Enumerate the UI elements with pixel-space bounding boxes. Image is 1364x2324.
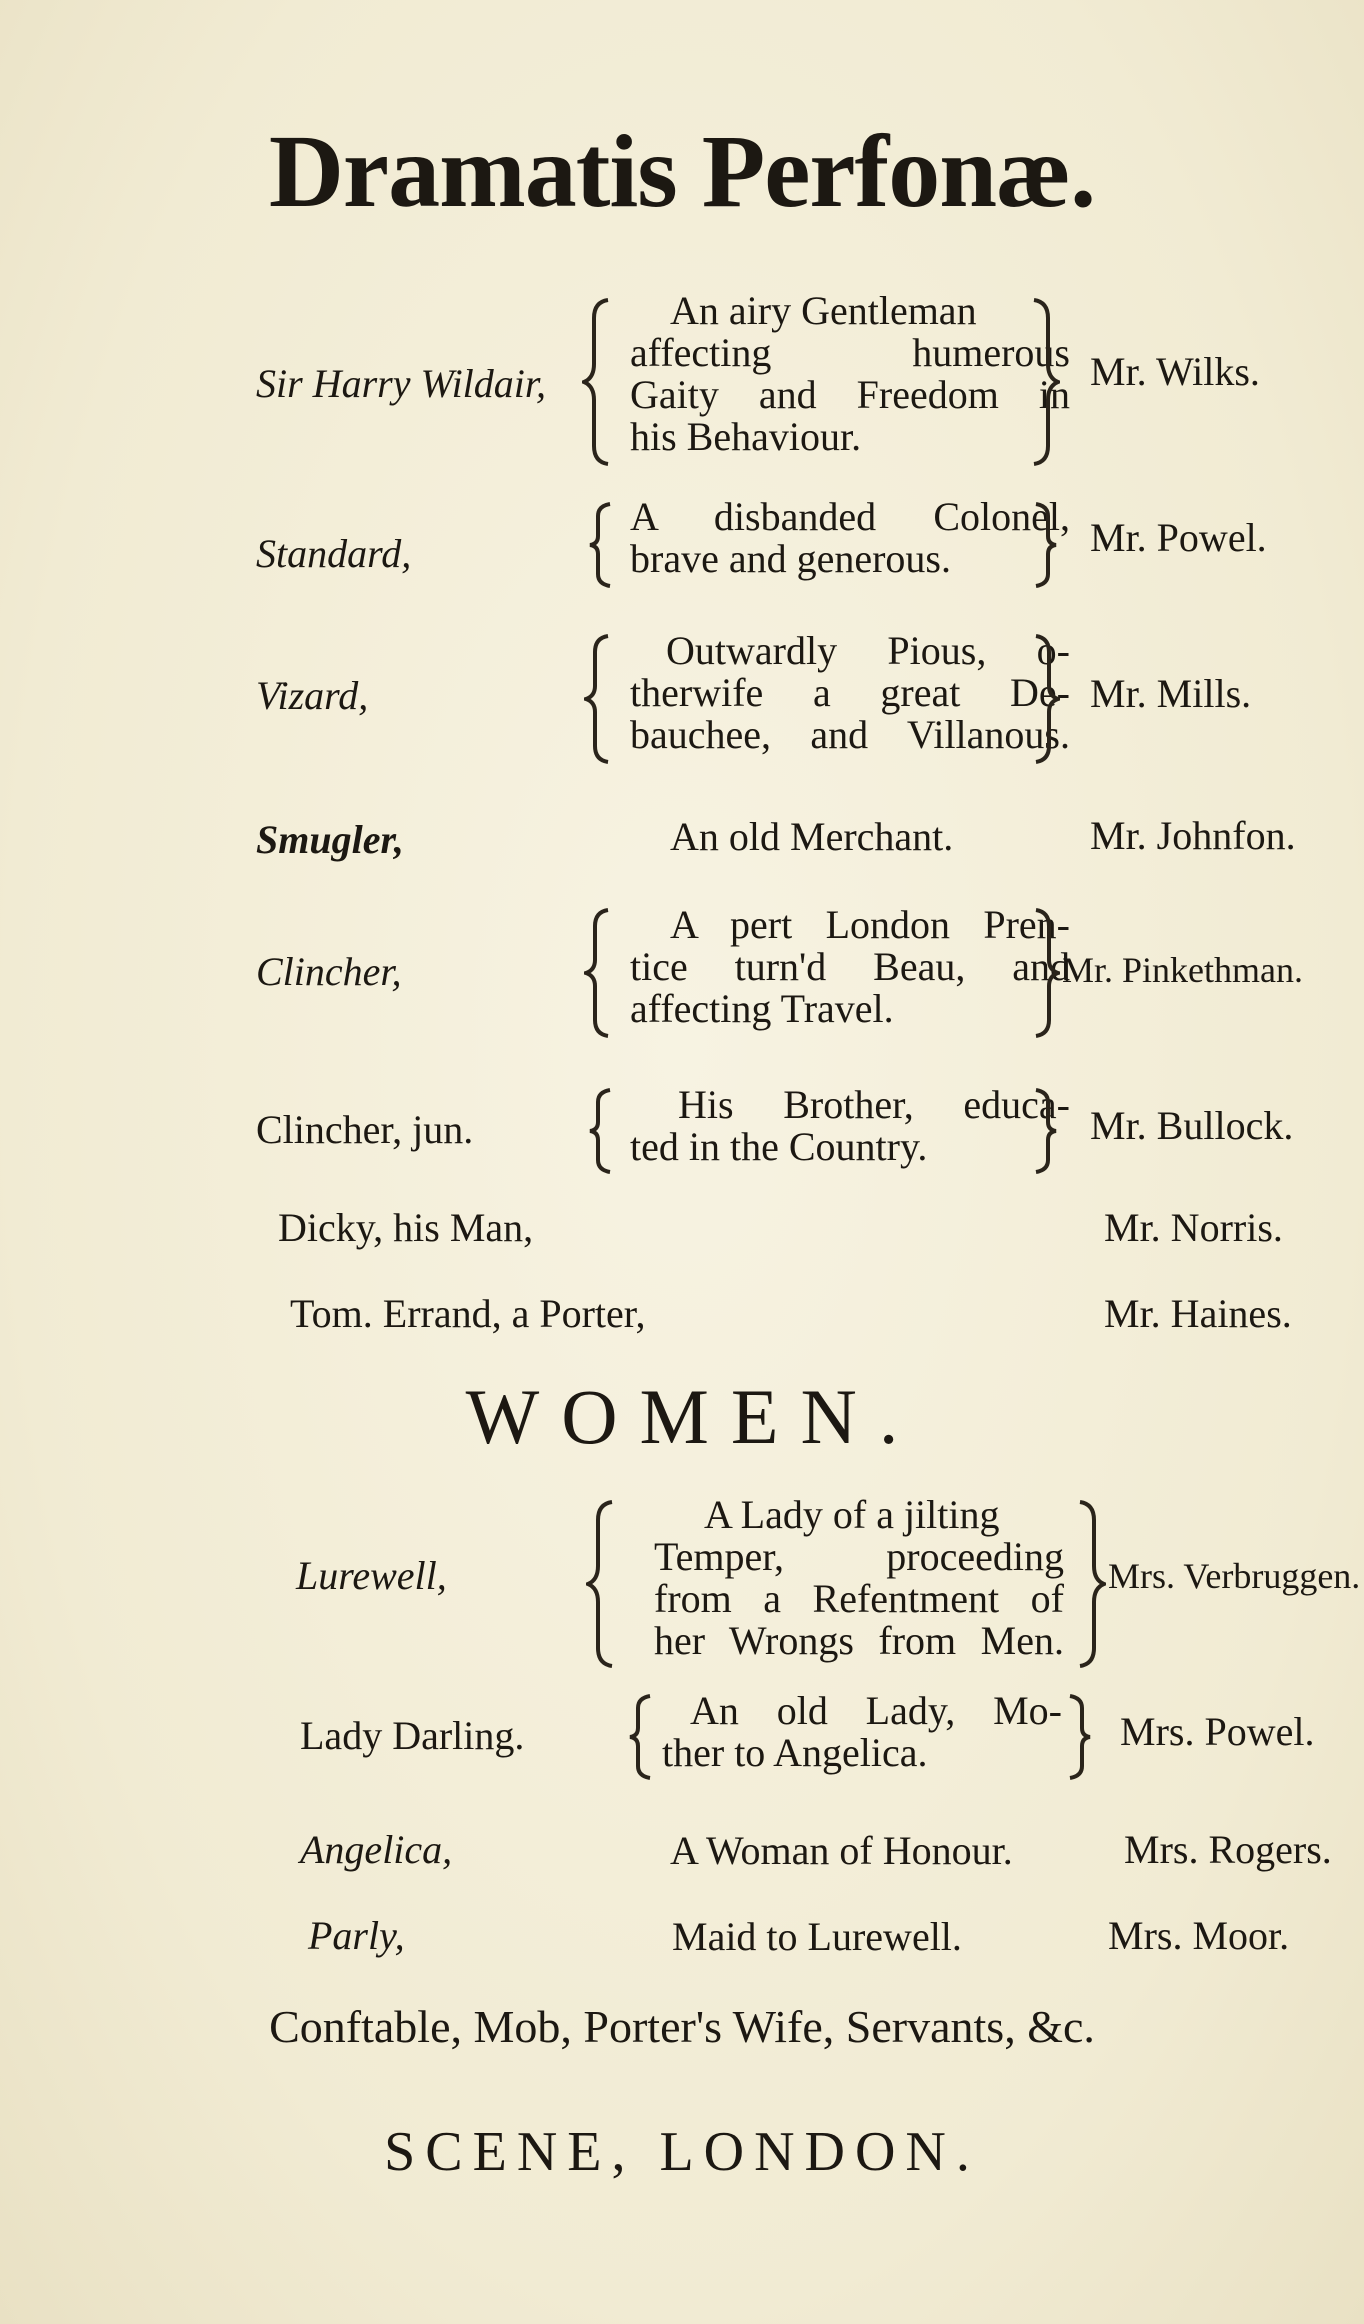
actor-name: Mr. Norris. xyxy=(1104,1205,1283,1250)
character-name: Vizard, xyxy=(256,673,369,718)
description-line: his Behaviour. xyxy=(630,414,862,459)
actor-name: Mr. Mills. xyxy=(1090,671,1252,716)
character-name: Clincher, jun. xyxy=(256,1107,474,1152)
character-name: Angelica, xyxy=(300,1827,453,1872)
right-brace-icon xyxy=(1032,1088,1058,1174)
description-line: therwife a great De- xyxy=(630,670,1070,715)
character-description xyxy=(630,630,1070,756)
left-brace-icon xyxy=(584,634,612,764)
actor-name: Mr. Johnfon. xyxy=(1090,813,1296,858)
character-name: Smugler, xyxy=(256,817,404,862)
actor-name: Mrs. Powel. xyxy=(1120,1709,1315,1754)
description-line: A Woman of Honour. xyxy=(670,1828,1013,1873)
character-name: Tom. Errand, a Porter, xyxy=(290,1291,646,1336)
right-brace-icon xyxy=(1076,1500,1106,1668)
description-line: brave and generous. xyxy=(630,536,951,581)
description-line: An old Merchant. xyxy=(670,814,954,859)
left-brace-icon xyxy=(584,908,612,1038)
page-title: Dramatis Perfonæ. xyxy=(268,114,1096,229)
right-brace-icon xyxy=(1032,908,1060,1038)
right-brace-icon xyxy=(1030,298,1060,466)
left-brace-icon xyxy=(586,1500,616,1668)
description-line: An old Lady, Mo- xyxy=(690,1688,1062,1733)
actor-name: Mr. Pinkethman. xyxy=(1062,950,1303,990)
description-line: Maid to Lurewell. xyxy=(672,1914,962,1959)
description-line: Temper, proceeding xyxy=(654,1534,1064,1579)
character-description xyxy=(670,1830,1110,1872)
actor-name: Mrs. Moor. xyxy=(1108,1913,1290,1958)
description-line: A disbanded Colonel, xyxy=(630,494,1070,539)
description-line: His Brother, educa- xyxy=(678,1082,1070,1127)
actor-name: Mr. Powel. xyxy=(1090,515,1267,560)
description-line: An airy Gentleman xyxy=(670,288,977,333)
description-line: affecting Travel. xyxy=(630,986,894,1031)
description-line: Gaity and Freedom in xyxy=(630,372,1070,417)
description-line: ther to Angelica. xyxy=(662,1730,928,1775)
scene-line: SCENE, LONDON. xyxy=(384,2121,980,2183)
character-description xyxy=(630,290,1070,458)
character-name: Lurewell, xyxy=(296,1553,447,1598)
description-line: A Lady of a jilting xyxy=(704,1492,1000,1537)
character-description xyxy=(630,496,1070,580)
description-line: bauchee, and Villanous. xyxy=(630,712,1070,757)
character-description xyxy=(630,816,1070,858)
character-name: Clincher, xyxy=(256,949,402,994)
description-line: A pert London Pren- xyxy=(670,902,1070,947)
left-brace-icon xyxy=(588,1088,614,1174)
character-description xyxy=(654,1494,1064,1662)
character-description xyxy=(630,904,1070,1030)
actor-name: Mrs. Rogers. xyxy=(1124,1827,1332,1872)
description-line: affecting humerous xyxy=(630,330,1070,375)
right-brace-icon xyxy=(1032,502,1058,588)
character-description xyxy=(662,1690,1062,1774)
actor-name: Mr. Haines. xyxy=(1104,1291,1292,1336)
character-name: Standard, xyxy=(256,531,412,576)
right-brace-icon xyxy=(1032,634,1060,764)
description-line: tice turn'd Beau, and xyxy=(630,944,1070,989)
character-name: Lady Darling. xyxy=(300,1713,525,1758)
right-brace-icon xyxy=(1066,1694,1092,1780)
character-name: Parly, xyxy=(308,1913,405,1958)
description-line: Outwardly Pious, o- xyxy=(666,628,1070,673)
women-heading: WOMEN. xyxy=(465,1373,921,1460)
actor-name: Mrs. Verbruggen. xyxy=(1108,1556,1361,1596)
actor-name: Mr. Wilks. xyxy=(1090,349,1260,394)
actor-name: Mr. Bullock. xyxy=(1090,1103,1294,1148)
other-characters: Conftable, Mob, Porter's Wife, Servants, &c. xyxy=(269,2001,1095,2052)
character-name: Dicky, his Man, xyxy=(278,1205,534,1250)
description-line: her Wrongs from Men. xyxy=(654,1618,1064,1663)
description-line: from a Refentment of xyxy=(654,1576,1064,1621)
left-brace-icon xyxy=(628,1694,654,1780)
character-name: Sir Harry Wildair, xyxy=(256,361,547,406)
character-description xyxy=(630,1084,1070,1168)
character-description xyxy=(672,1916,1112,1958)
description-line: ted in the Country. xyxy=(630,1124,928,1169)
left-brace-icon xyxy=(582,298,612,466)
left-brace-icon xyxy=(588,502,614,588)
